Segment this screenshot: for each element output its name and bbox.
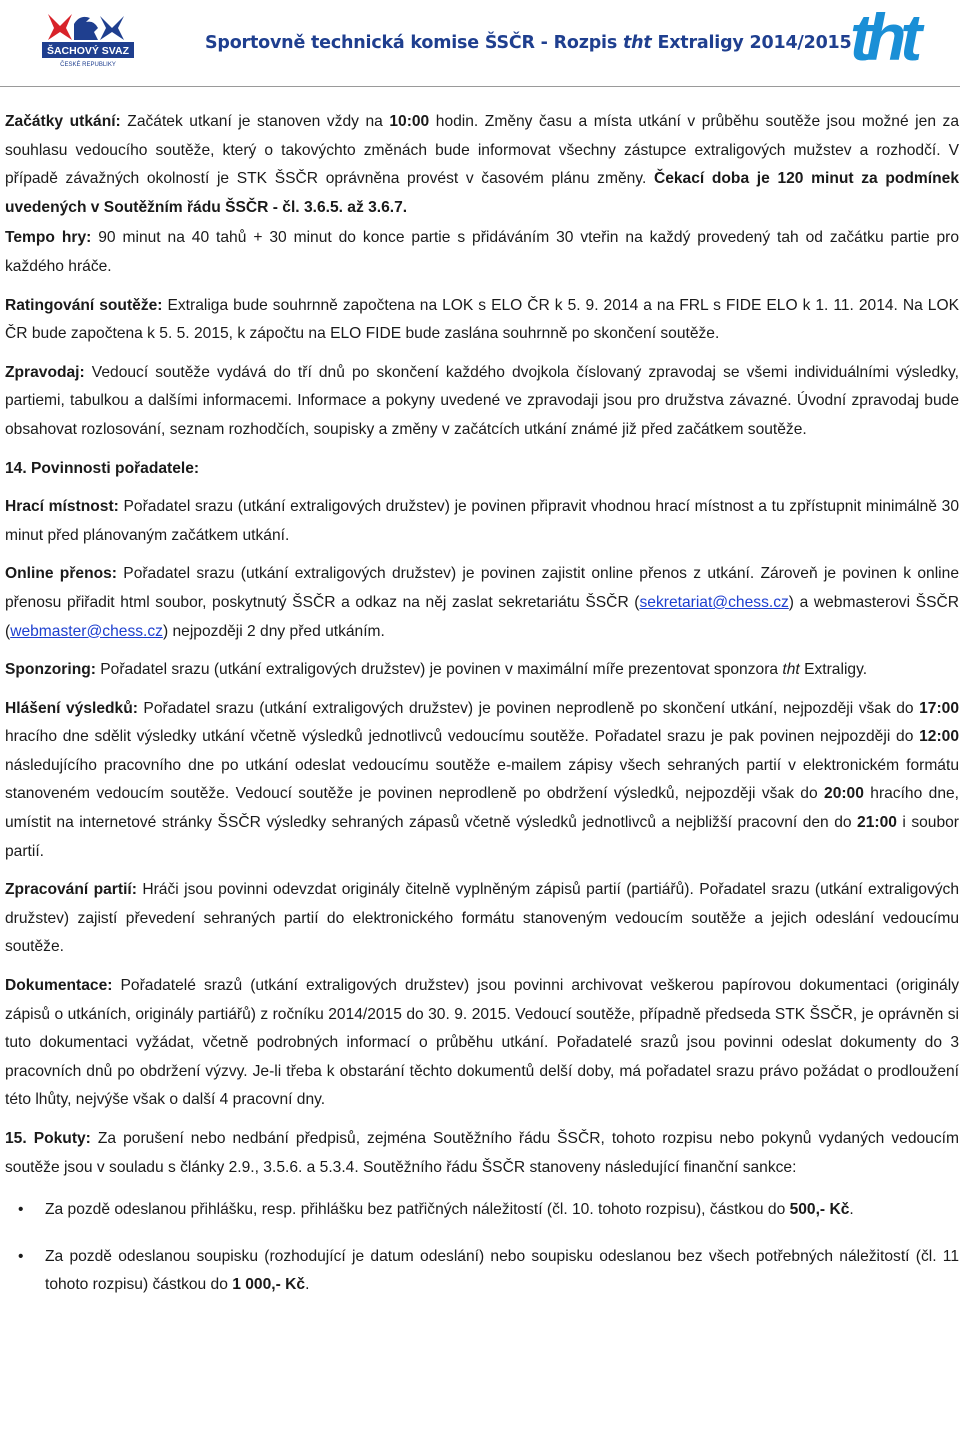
text: Extraliga bude souhrnně započtena na LOK s ELO ČR k 5. 9. 2014 a na FRL s FIDE ELO k 1. 11. 2014. Na LOK ČR bude započtena k 5. 5. 2015, k zápočtu na ELO FIDE bude zaslána souhrnně po skončení soutěže. xyxy=(5,296,959,343)
text: . xyxy=(305,1276,310,1294)
text: . xyxy=(849,1201,854,1219)
fine-amount: 1 000,- Kč xyxy=(232,1276,306,1294)
text: ) a webmasterovi ŠSČR ( xyxy=(5,593,959,640)
label-rating: Ratingování soutěže: xyxy=(5,296,163,314)
time-value: 20:00 xyxy=(824,785,864,803)
paragraph-online-broadcast xyxy=(5,560,959,646)
label-bulletin: Zpravodaj: xyxy=(5,363,85,381)
paragraph-sponsoring xyxy=(5,656,959,685)
email-link-webmaster[interactable]: webmaster@chess.cz xyxy=(10,622,163,640)
page-header xyxy=(0,0,960,84)
paragraph-rating xyxy=(5,292,959,349)
logo-left-text: ŠACHOVÝ SVAZ xyxy=(46,45,130,57)
document-body xyxy=(5,108,959,1318)
text: Pořadatel srazu (utkání extraligových družstev) je povinen v maximální míře prezentovat sponzora xyxy=(95,661,783,679)
document-title xyxy=(205,33,852,53)
time-value: 10:00 xyxy=(389,113,430,130)
text: Hráči jsou povinni odevzdat originály čitelně vyplněným zápisů partií (partiářů). Pořadatel srazu (utkání extraligových družstev) zajistí převedení sehraných partií do elektronického formátu stanoveným vedoucím soutěže a jejich odeslání vedoucímu soutěže. xyxy=(5,881,960,956)
title-part1: Sportovně technická komise ŠSČR - Rozpis xyxy=(205,33,623,53)
time-value: 17:00 xyxy=(919,699,959,717)
label-time-control: Tempo hry: xyxy=(5,229,92,247)
text: Za pozdě odeslanou soupisku (rozhodující je datum odeslání) nebo soupisku odeslanou bez všech potřebných náležitostí (čl. 11 tohoto rozpisu) částkou do xyxy=(45,1247,959,1294)
text: ) nejpozději 2 dny před utkáním. xyxy=(162,622,385,640)
chess-federation-logo xyxy=(40,10,136,68)
label-sponsoring: Sponzoring: xyxy=(5,661,96,679)
text: hracího dne, umístit na internetové stránky ŠSČR výsledky sehraných zápasů včetně výsledků jednotlivců a nejbližší pracovní den do xyxy=(5,785,959,832)
list-item xyxy=(18,1243,959,1300)
text: Za pozdě odeslanou přihlášku, resp. přihlášku bez patřičných náležitostí (čl. 10. tohoto rozpisu), částkou do xyxy=(45,1201,790,1219)
text: následujícího pracovního dne po utkání odeslat vedoucímu soutěže e-mailem zápisy všech sehraných partií v elektronickém formátu stanoveném vedoucím soutěže. Vedoucí soutěže je povinen neprodleně po obdržení výsledků, nejpozději však do xyxy=(5,756,959,803)
tht-logo xyxy=(848,2,930,70)
paragraph-results-reporting xyxy=(5,695,959,867)
text: Začátek utkaní je stanoven vždy na xyxy=(120,113,390,130)
text: Pořadatelé srazů (utkání extraligových družstev) jsou povinni archivovat veškerou papírovou dokumentaci (originály zápisů o utkáních, originály partiářů) z ročníku 2014/2015 do 30. 9. 2015. Vedoucí soutěže, případně předseda STK ŠSČR, je oprávněn si tuto dokumentaci vyžádat, včetně podrobných informací o průběhu utkání. Pořadatelé srazů jsou povinni odeslat dokumenty do 3 pracovních dnů po obdržení výzvy. Je-li třeba k obstarání těchto dokumentů delší doby, má pořadatel srazu právo požádat o prodloužení této lhůty, nejvýše však o další 4 pracovní dny. xyxy=(5,977,959,1109)
title-italic: tht xyxy=(622,33,652,53)
title-part2: Extraligy 2014/2015 xyxy=(651,33,852,53)
text: hracího dne sdělit výsledky utkání včetně výsledků jednotlivců vedoucímu soutěže. Pořadatel srazu je pak povinen nejpozději do xyxy=(5,728,920,746)
label-results-reporting: Hlášení výsledků: xyxy=(5,699,138,717)
time-value: 21:00 xyxy=(857,814,897,832)
paragraph-game-processing xyxy=(5,876,959,962)
section-heading-14: 14. Povinnosti pořadatele: xyxy=(5,459,200,477)
text: Extraligy. xyxy=(799,661,868,679)
label-documentation: Dokumentace: xyxy=(5,977,113,995)
paragraph-match-start xyxy=(5,108,959,222)
sponsor-name: tht xyxy=(782,661,800,679)
paragraph-documentation xyxy=(5,972,959,1115)
logo-right-text: tht xyxy=(850,2,917,70)
logo-left-subtext: ČESKÉ REPUBLIKY xyxy=(60,62,116,68)
waiting-time-rule: Čekací doba je 120 minut za podmínek uvedených v Soutěžním řádu ŠSČR - čl. 3.6.5. až 3.6.7. xyxy=(5,170,959,216)
text: i soubor partií. xyxy=(5,814,960,860)
fine-amount: 500,- Kč xyxy=(789,1201,850,1219)
text: Vedoucí soutěže vydává do tří dnů po skončení každého dvojkola číslovaný zpravodaj se všemi individuálními výsledky, partiemi, tabulkou a dalšími informacemi. Informace a pokyny uvedené ve zpravodaji jsou pro družstva závazné. Úvodní zpravodaj bude obsahovat rozlosování, seznam rozhodčích, soupisky a změny v začátcích utkání známé již před začátkem soutěže. xyxy=(5,363,959,438)
bullet-icon: • xyxy=(18,1247,24,1265)
label-game-processing: Zpracování partií: xyxy=(5,881,137,899)
header-divider xyxy=(0,86,960,87)
label-playing-room: Hrací místnost: xyxy=(5,498,119,516)
text: Pořadatel srazu (utkání extraligových družstev) je povinen připravit vhodnou hrací místnost a tu zpřístupnit minimálně 30 minut před plánovaným začátkem utkání. xyxy=(5,498,959,544)
time-value: 12:00 xyxy=(919,728,959,746)
text: Pořadatel srazu (utkání extraligových družstev) je povinen neprodleně po skončení utkání, nejpozději však do xyxy=(137,699,920,717)
bullet-icon: • xyxy=(18,1201,24,1219)
paragraph-playing-room xyxy=(5,493,959,550)
list-item xyxy=(18,1196,959,1225)
label-penalties: 15. Pokuty: xyxy=(5,1130,91,1147)
text: Za porušení nebo nedbání předpisů, zejména Soutěžního řádu ŠSČR, tohoto rozpisu nebo pokynů vydaných vedoucím soutěže jsou v souladu s články 2.9., 3.5.6. a 5.3.4. Soutěžního řádu ŠSČR stanoveny následující finanční sankce: xyxy=(5,1130,959,1176)
paragraph-penalties xyxy=(5,1125,959,1182)
text: 90 minut na 40 tahů + 30 minut do konce partie s přidáváním 30 vteřin na každý provedený tah od začátku partie pro každého hráče. xyxy=(5,229,959,275)
text: Pořadatel srazu (utkání extraligových družstev) je povinen zajistit online přenos z utkání. Zároveň je povinen k online přenosu přiřadit html soubor, poskytnutý ŠSČR a odkaz na něj zaslat sekretariátu ŠSČR ( xyxy=(5,565,959,611)
label-match-start: Začátky utkání: xyxy=(5,113,121,130)
label-online-broadcast: Online přenos: xyxy=(5,565,117,583)
email-link-secretariat[interactable]: sekretariat@chess.cz xyxy=(639,593,789,611)
text: hodin. Změny času a místa utkání v průběhu soutěže jsou možné jen za souhlasu vedoucího soutěže, který o takovýchto změnách bude informovat všechny zástupce extraligových mužstev a rozhodčí. V případě závažných okolností je STK ŠSČR oprávněna provést v časovém plánu změny. xyxy=(5,113,960,188)
paragraph-bulletin xyxy=(5,359,959,445)
paragraph-time-control xyxy=(5,224,959,281)
sanctions-list xyxy=(5,1196,959,1300)
